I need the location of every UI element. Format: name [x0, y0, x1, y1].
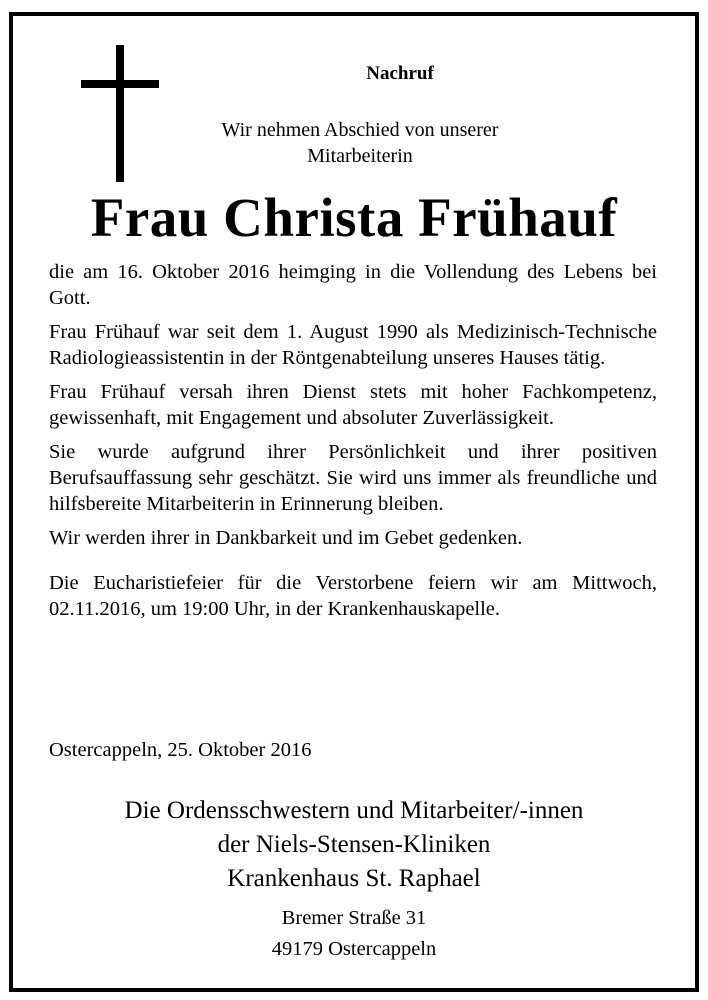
signature-block	[20, 794, 688, 896]
address-street: Bremer Straße 31	[281, 907, 427, 929]
signature-line-2: der Niels-Stensen-Kliniken	[217, 831, 491, 858]
body-paragraph-3: Frau Frühauf versah ihren Dienst stets mit hoher Fachkompetenz, gewissenhaft, mit Engagement und absoluter Zuverlässigkeit.	[49, 381, 657, 429]
deceased-name: Frau Christa Frühauf	[90, 187, 618, 248]
signature-line-3: Krankenhaus St. Raphael	[227, 865, 481, 892]
body-paragraph-5: Wir werden ihrer in Dankbarkeit und im Gebet gedenken.	[49, 527, 523, 549]
body-paragraph-4: Sie wurde aufgrund ihrer Persönlichkeit und ihrer positiven Berufsauffassung sehr geschätzt. Sie wird uns immer als freundliche und hilfsbereite Mitarbeiterin in Erinnerung bleiben.	[49, 441, 657, 515]
body-paragraph-1: die am 16. Oktober 2016 heimging in die Vollendung des Lebens bei Gott.	[49, 261, 657, 309]
intro-text	[190, 117, 530, 169]
notice-body	[49, 259, 657, 630]
notice-heading: Nachruf	[366, 63, 434, 84]
dateline: Ostercappeln, 25. Oktober 2016	[49, 739, 312, 761]
intro-line-2: Mitarbeiterin	[307, 145, 413, 167]
service-announcement: Die Eucharistiefeier für die Verstorbene feiern wir am Mittwoch, 02.11.2016, um 19:00 Uhr, in der Krankenhauskapelle.	[49, 572, 657, 620]
intro-line-1: Wir nehmen Abschied von unserer	[221, 119, 499, 141]
body-paragraph-2: Frau Frühauf war seit dem 1. August 1990 als Medizinisch-Technische Radiologieassistentin in der Röntgenabteilung unseres Hauses tätig.	[49, 321, 657, 369]
signature-line-1: Die Ordensschwestern und Mitarbeiter/-innen	[124, 797, 584, 824]
address-block	[20, 903, 688, 965]
address-city: 49179 Ostercappeln	[271, 938, 437, 960]
